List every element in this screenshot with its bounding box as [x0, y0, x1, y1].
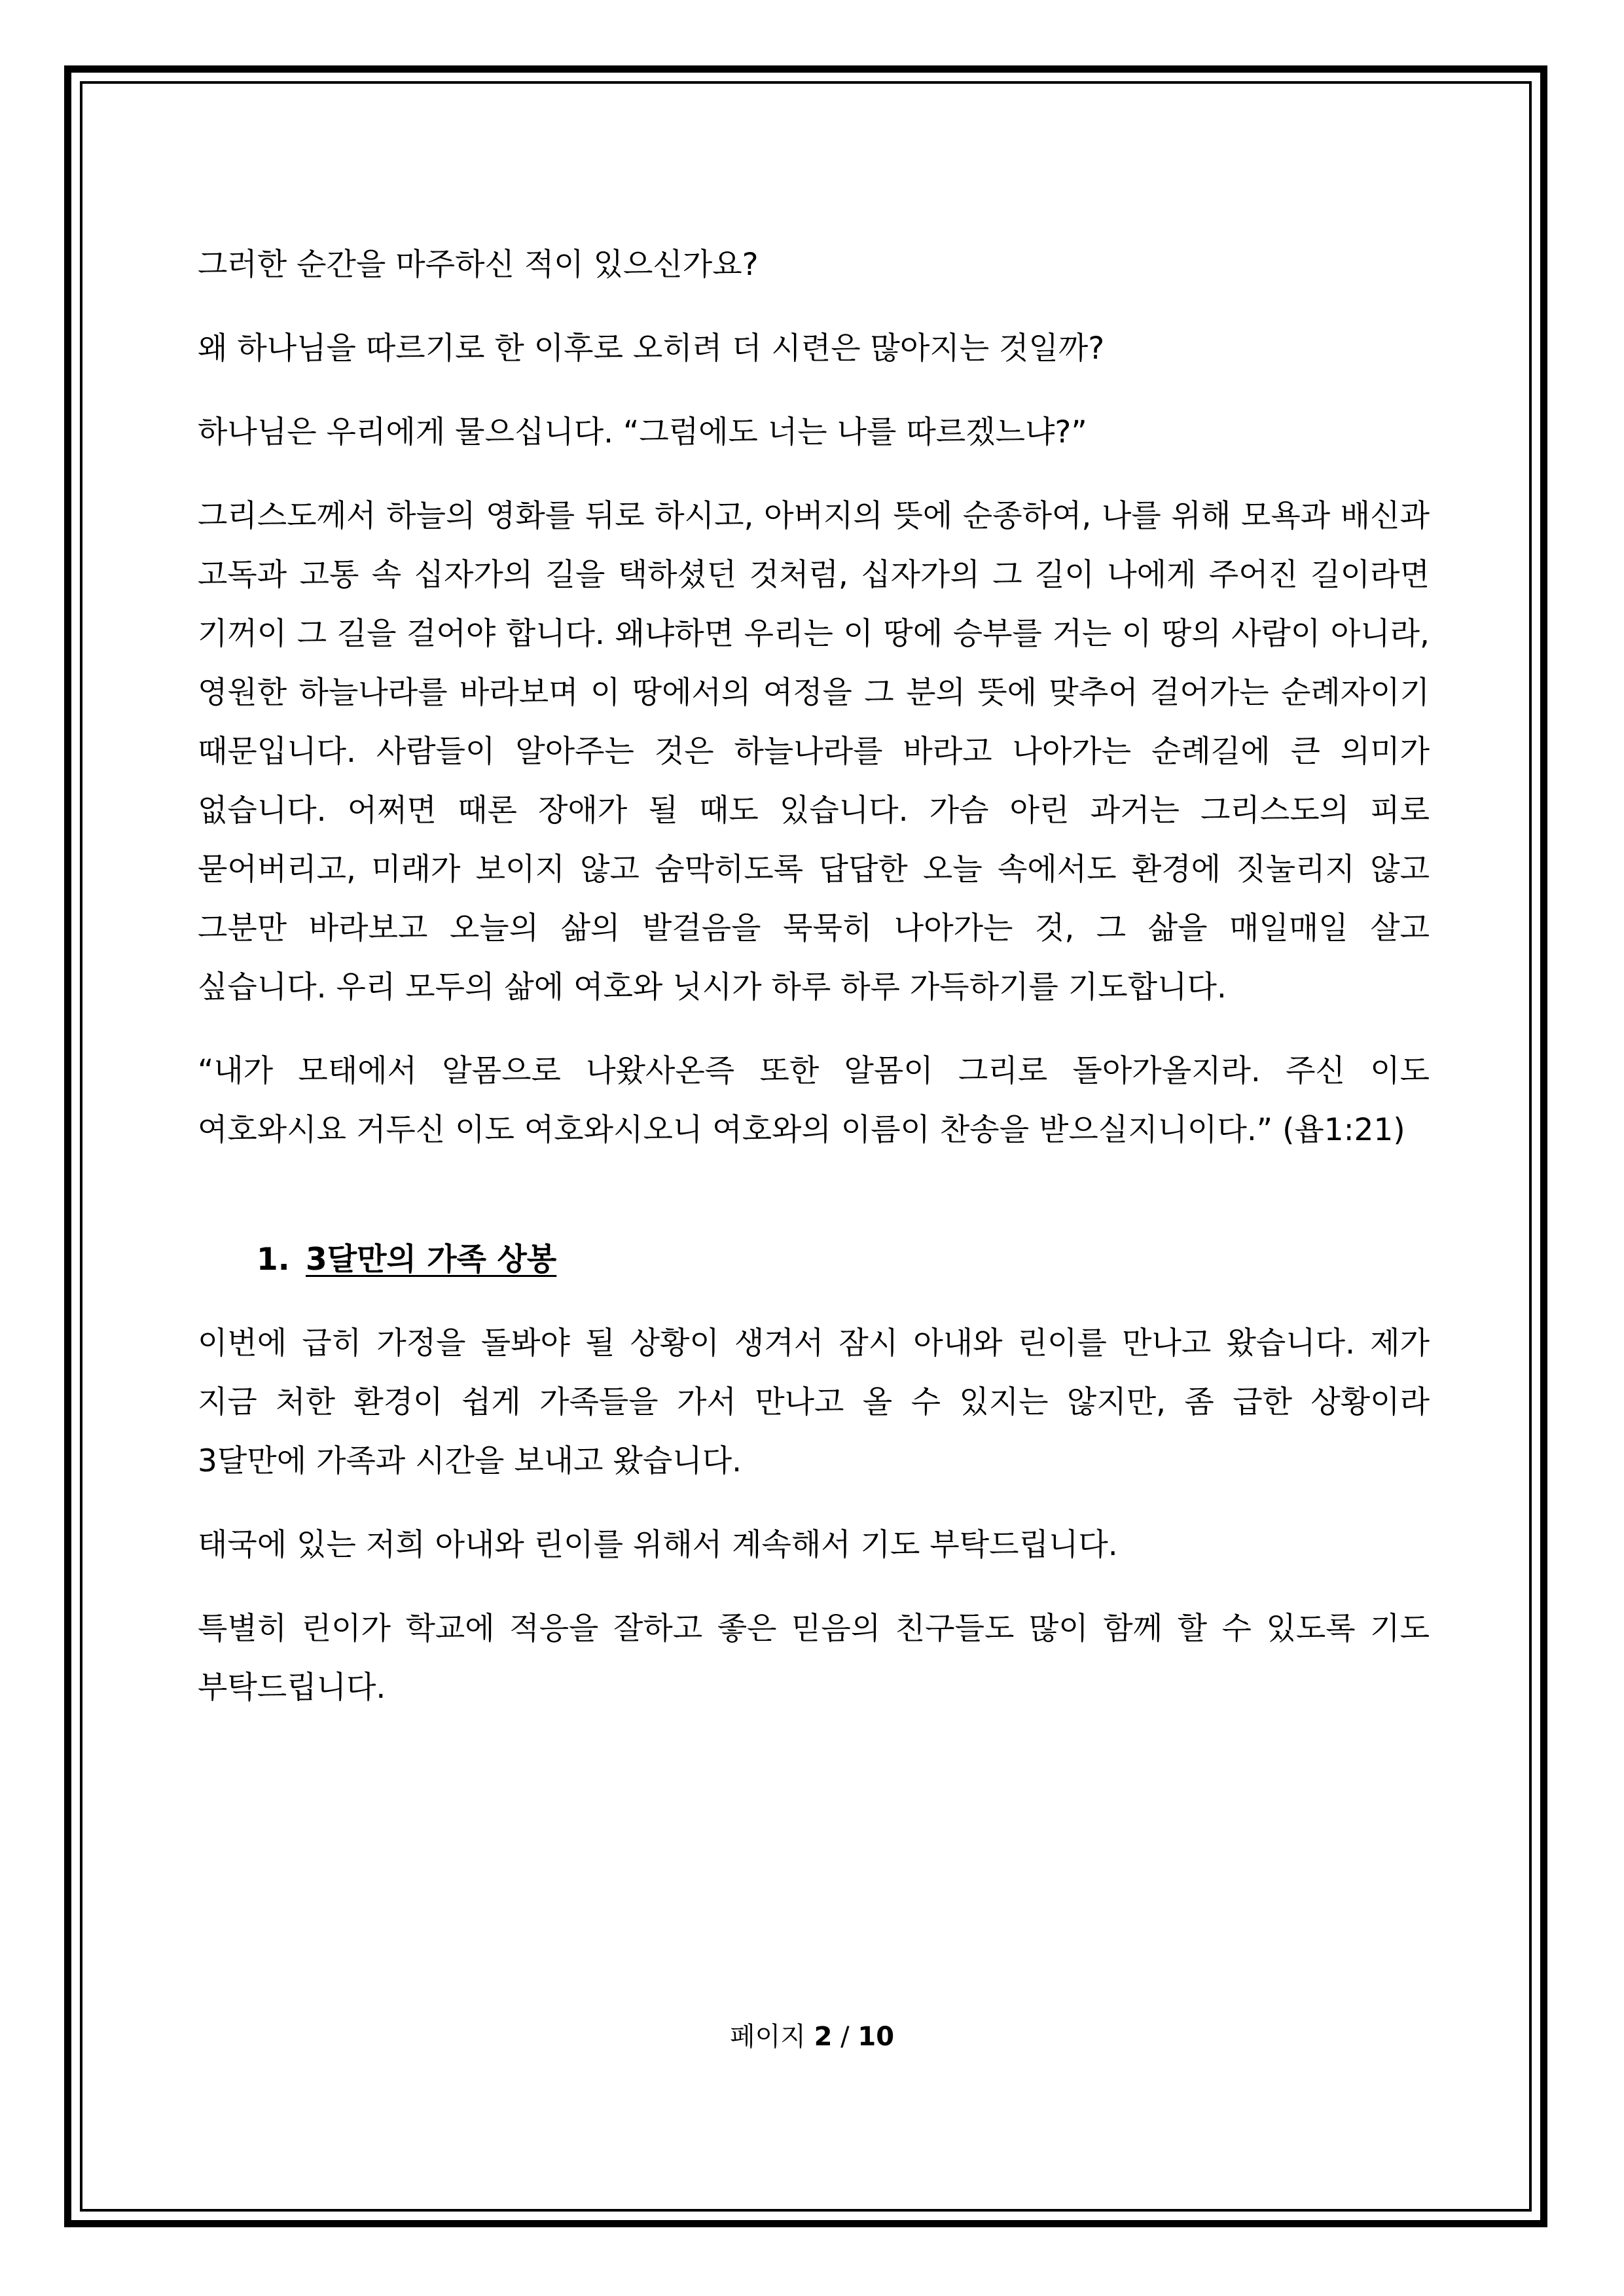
body-paragraph: 이번에 급히 가정을 돌봐야 될 상황이 생겨서 잠시 아내와 린이를 만나고 왔습니다. 제가 지금 처한 환경이 쉽게 가족들을 가서 만나고 올 수 있지는 않지만, 좀 급한 상황이라 3달만에 가족과 시간을 보내고 왔습니다. [198, 1325, 1430, 1479]
body-paragraph: 특별히 린이가 학교에 적응을 잘하고 좋은 믿음의 친구들도 많이 함께 할 수 있도록 기도 부탁드립니다. [198, 1611, 1430, 1706]
document-body [198, 236, 1430, 1742]
page-label: 페이지 [729, 2022, 806, 2052]
section-number: 1. [257, 1242, 290, 1278]
body-paragraph: 그리스도께서 하늘의 영화를 뒤로 하시고, 아버지의 뜻에 순종하여, 나를 위해 모욕과 배신과 고독과 고통 속 십자가의 길을 택하셨던 것처럼, 십자가의 그 길이 나에게 주어진 길이라면 기꺼이 그 길을 걸어야 합니다. 왜냐하면 우리는 이 땅에 승부를 거는 이 땅의 사람이 아니라, 영원한 하늘나라를 바라보며 이 땅에서의 여정을 그 분의 뜻에 맞추어 걸어가는 순례자이기 때문입니다. 사람들이 알아주는 것은 하늘나라를 바라고 나아가는 순례길에 큰 의미가 없습니다. 어쩌면 때론 장애가 될 때도 있습니다. 가슴 아린 과거는 그리스도의 피로 묻어버리고, 미래가 보이지 않고 숨막히도록 답답한 오늘 속에서도 환경에 짓눌리지 않고 그분만 바라보고 오늘의 삶의 발걸음을 묵묵히 나아가는 것, 그 삶을 매일매일 살고 싶습니다. 우리 모두의 삶에 여호와 닛시가 하루 하루 가득하기를 기도합니다. [198, 498, 1430, 1005]
page-separator: / [840, 2022, 850, 2052]
body-paragraph: 하나님은 우리에게 물으십니다. “그럼에도 너는 나를 따르겠느냐?” [198, 414, 1087, 450]
page-footer [0, 2017, 1624, 2056]
section-title: 3달만의 가족 상봉 [306, 1242, 557, 1278]
page-current: 2 [814, 2022, 833, 2052]
body-paragraph: 태국에 있는 저희 아내와 린이를 위해서 계속해서 기도 부탁드립니다. [198, 1527, 1118, 1563]
section-heading [198, 1230, 1430, 1289]
page-total: 10 [857, 2022, 895, 2052]
body-paragraph: 왜 하나님을 따르기로 한 이후로 오히려 더 시련은 많아지는 것일까? [198, 331, 1105, 367]
scripture-quote: “내가 모태에서 알몸으로 나왔사온즉 또한 알몸이 그리로 돌아가올지라. 주신 이도 여호와시요 거두신 이도 여호와시오니 여호와의 이름이 찬송을 받으실지니이다.” (욥1:21) [198, 1053, 1430, 1148]
body-paragraph: 그러한 순간을 마주하신 적이 있으신가요? [198, 247, 759, 283]
